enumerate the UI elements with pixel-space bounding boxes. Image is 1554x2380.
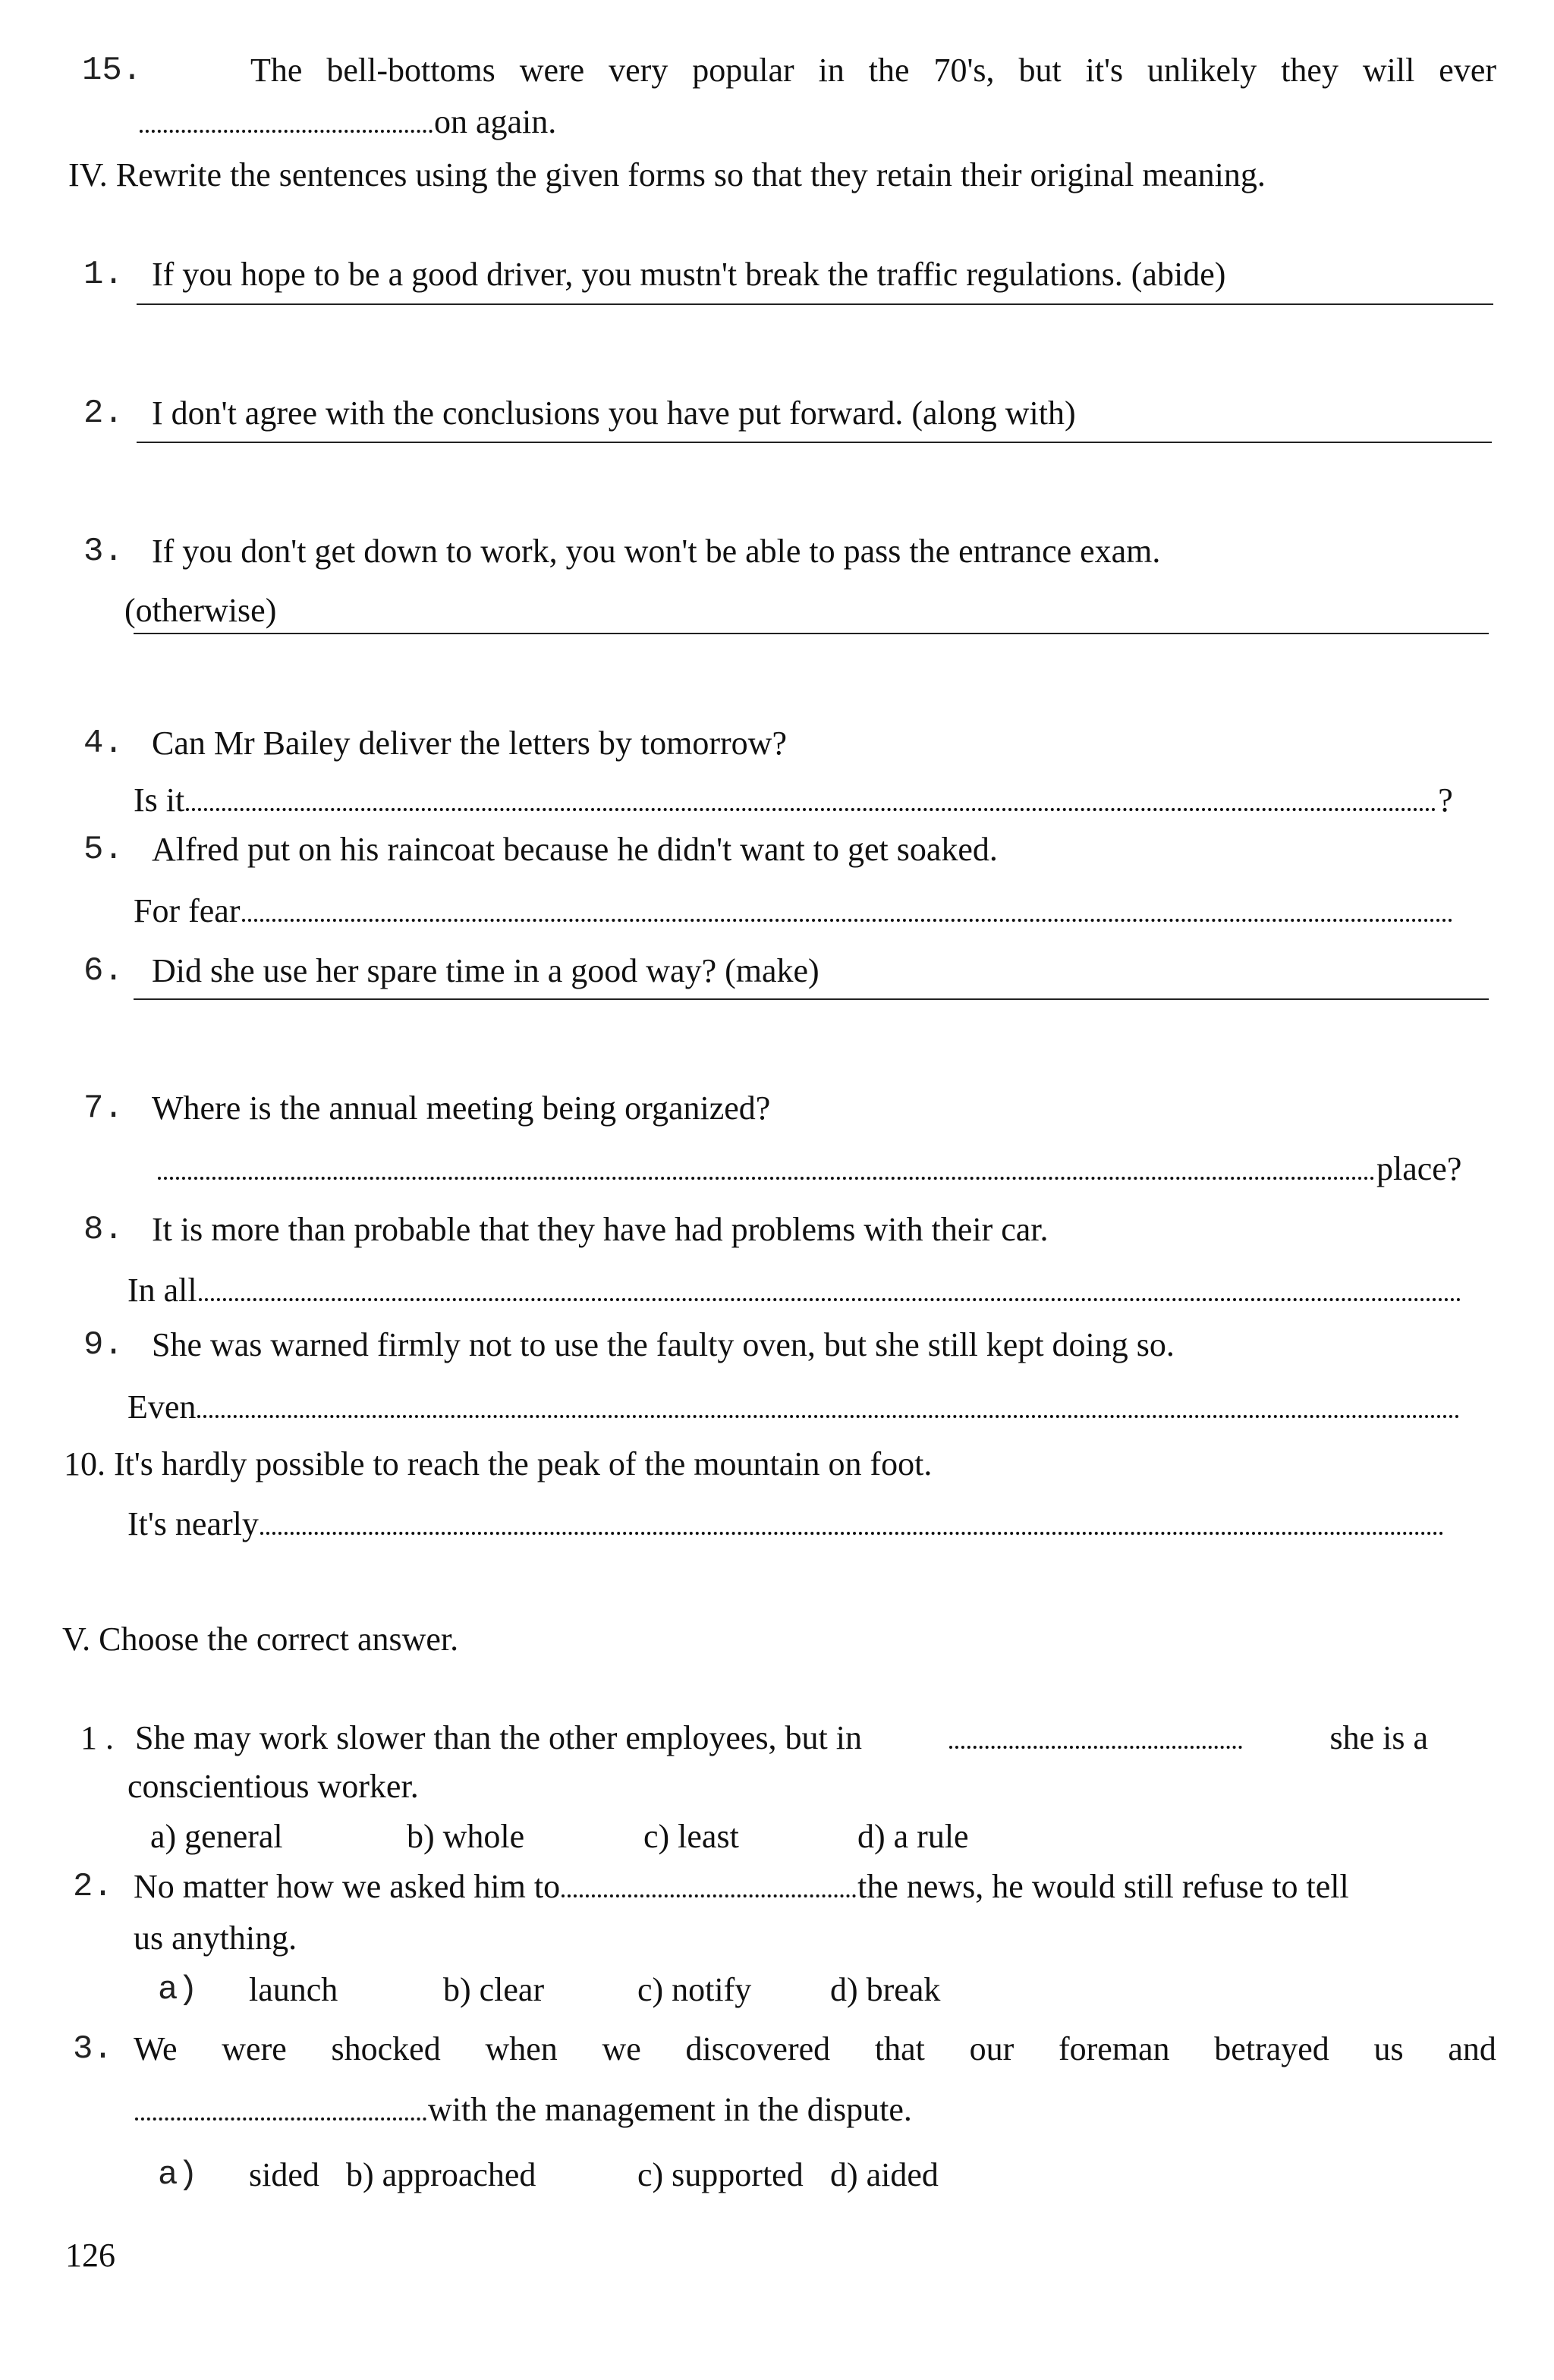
option-a[interactable]: launch: [249, 1971, 338, 2008]
answer-blank[interactable]: [562, 1894, 856, 1897]
question-text: Can Mr Bailey deliver the letters by tomorrow?: [152, 725, 787, 762]
page-number: 126: [65, 2237, 115, 2274]
section-heading: V. Choose the correct answer.: [62, 1621, 459, 1658]
question-text-line: [134, 2030, 1496, 2069]
prompt-end: ?: [1438, 781, 1453, 819]
question-word: We: [134, 2030, 178, 2067]
answer-blank[interactable]: [186, 808, 1436, 811]
answer-line[interactable]: [134, 633, 1489, 634]
question-word: we: [602, 2030, 641, 2067]
question-text: [64, 1445, 932, 1484]
answer-prompt: [156, 1150, 1461, 1189]
hint-text: (otherwise): [124, 592, 277, 629]
question-word: foreman: [1058, 2030, 1170, 2067]
answer-prompt: [127, 1505, 1445, 1544]
question-word: shocked: [331, 2030, 441, 2067]
question-text-fragment: on again.: [434, 103, 557, 140]
answer-blank[interactable]: [199, 1298, 1461, 1301]
question-word: that: [874, 2030, 925, 2067]
option-c[interactable]: c) notify: [637, 1971, 752, 2008]
prompt-text: For fear: [134, 892, 241, 929]
question-text-line: us anything.: [134, 1919, 297, 1957]
item-number: 10.: [64, 1445, 105, 1482]
option-d[interactable]: d) break: [830, 1971, 941, 2008]
question-text: I don't agree with the conclusions you have put forward. (along with): [152, 395, 1076, 432]
item-number: 9.: [83, 1326, 124, 1364]
answer-blank[interactable]: [158, 1177, 1375, 1180]
question-text-fragment: No matter how we asked him to: [134, 1868, 561, 1905]
option-c[interactable]: c) least: [643, 1818, 739, 1855]
question-text-fragment: she is a: [1329, 1719, 1428, 1756]
item-number: 2.: [83, 395, 124, 432]
option-d[interactable]: d) a rule: [857, 1818, 969, 1855]
question-word: us: [1373, 2030, 1404, 2067]
option-b[interactable]: b) whole: [407, 1818, 525, 1855]
question-text: Alfred put on his raincoat because he didn't want to get soaked.: [152, 831, 998, 868]
answer-blank[interactable]: [135, 2117, 426, 2121]
question-text-line: [138, 103, 556, 142]
item-number: 4.: [83, 725, 124, 762]
item-number: 8.: [83, 1211, 124, 1249]
question-word: our: [969, 2030, 1015, 2067]
answer-prompt: [127, 1388, 1461, 1427]
prompt-end: place?: [1376, 1150, 1462, 1187]
question-word: when: [485, 2030, 558, 2067]
question-word: betrayed: [1214, 2030, 1329, 2067]
answer-blank[interactable]: [242, 919, 1453, 922]
question-word: were: [222, 2030, 287, 2067]
answer-blank[interactable]: [140, 130, 433, 133]
answer-blank[interactable]: [949, 1746, 1242, 1749]
item-number: 3.: [73, 2030, 113, 2068]
question-text: Where is the annual meeting being organized?: [152, 1089, 771, 1127]
question-text-fragment: the news, he would still refuse to tell: [857, 1868, 1349, 1905]
answer-prompt: [127, 1272, 1463, 1310]
question-word: and: [1448, 2030, 1496, 2067]
item-number: 2.: [73, 1868, 113, 1906]
answer-line[interactable]: [137, 303, 1493, 305]
prompt-text: Is it: [134, 781, 185, 819]
question-text: She was warned firmly not to use the faulty oven, but she still kept doing so.: [152, 1326, 1175, 1363]
answer-line[interactable]: [137, 442, 1492, 443]
question-text-fragment: She may work slower than the other employees, but in: [135, 1719, 863, 1756]
prompt-text: Even: [127, 1388, 197, 1426]
item-number: 5.: [83, 831, 124, 869]
item-number: 7.: [83, 1089, 124, 1127]
question-text: Did she use her spare time in a good way? (make): [152, 952, 819, 989]
answer-blank[interactable]: [197, 1415, 1460, 1418]
answer-blank[interactable]: [260, 1532, 1444, 1535]
question-text-line: conscientious worker.: [127, 1768, 419, 1805]
item-number: 3.: [83, 533, 124, 571]
question-text: If you don't get down to work, you won't be able to pass the entrance exam.: [152, 533, 1161, 570]
option-a-letter[interactable]: a): [158, 2156, 198, 2194]
prompt-text: In all: [127, 1272, 197, 1309]
item-number: 15.: [82, 52, 143, 90]
question-text-fragment: with the management in the dispute.: [428, 2091, 912, 2128]
question-text-line: The bell-bottoms were very popular in the 70's, but it's unlikely they will ever: [250, 52, 1496, 89]
option-c[interactable]: c) supported: [637, 2156, 804, 2193]
item-number: 1 .: [80, 1719, 114, 1756]
question-word: discovered: [685, 2030, 831, 2067]
question-text-line: [134, 1868, 1349, 1907]
answer-line[interactable]: [134, 998, 1489, 1000]
option-b[interactable]: b) approached: [346, 2156, 536, 2193]
answer-prompt: [134, 892, 1455, 931]
answer-prompt: [134, 781, 1453, 820]
section-heading: IV. Rewrite the sentences using the given forms so that they retain their original meaning.: [68, 156, 1266, 193]
question-text-fragment: It's hardly possible to reach the peak of the mountain on foot.: [114, 1445, 933, 1482]
option-a-letter[interactable]: a): [158, 1971, 198, 2009]
item-number: 6.: [83, 952, 124, 990]
question-text-line: [135, 1719, 1428, 1758]
option-a[interactable]: sided: [249, 2156, 319, 2193]
question-text: It is more than probable that they have had problems with their car.: [152, 1211, 1049, 1248]
question-text: [250, 52, 1496, 90]
option-a[interactable]: a) general: [150, 1818, 283, 1855]
item-number: 1.: [83, 256, 124, 294]
option-b[interactable]: b) clear: [443, 1971, 545, 2008]
option-d[interactable]: d) aided: [830, 2156, 939, 2193]
question-text-line: [134, 2091, 912, 2130]
prompt-text: It's nearly: [127, 1505, 259, 1542]
question-text: If you hope to be a good driver, you mustn't break the traffic regulations. (abide): [152, 256, 1226, 293]
